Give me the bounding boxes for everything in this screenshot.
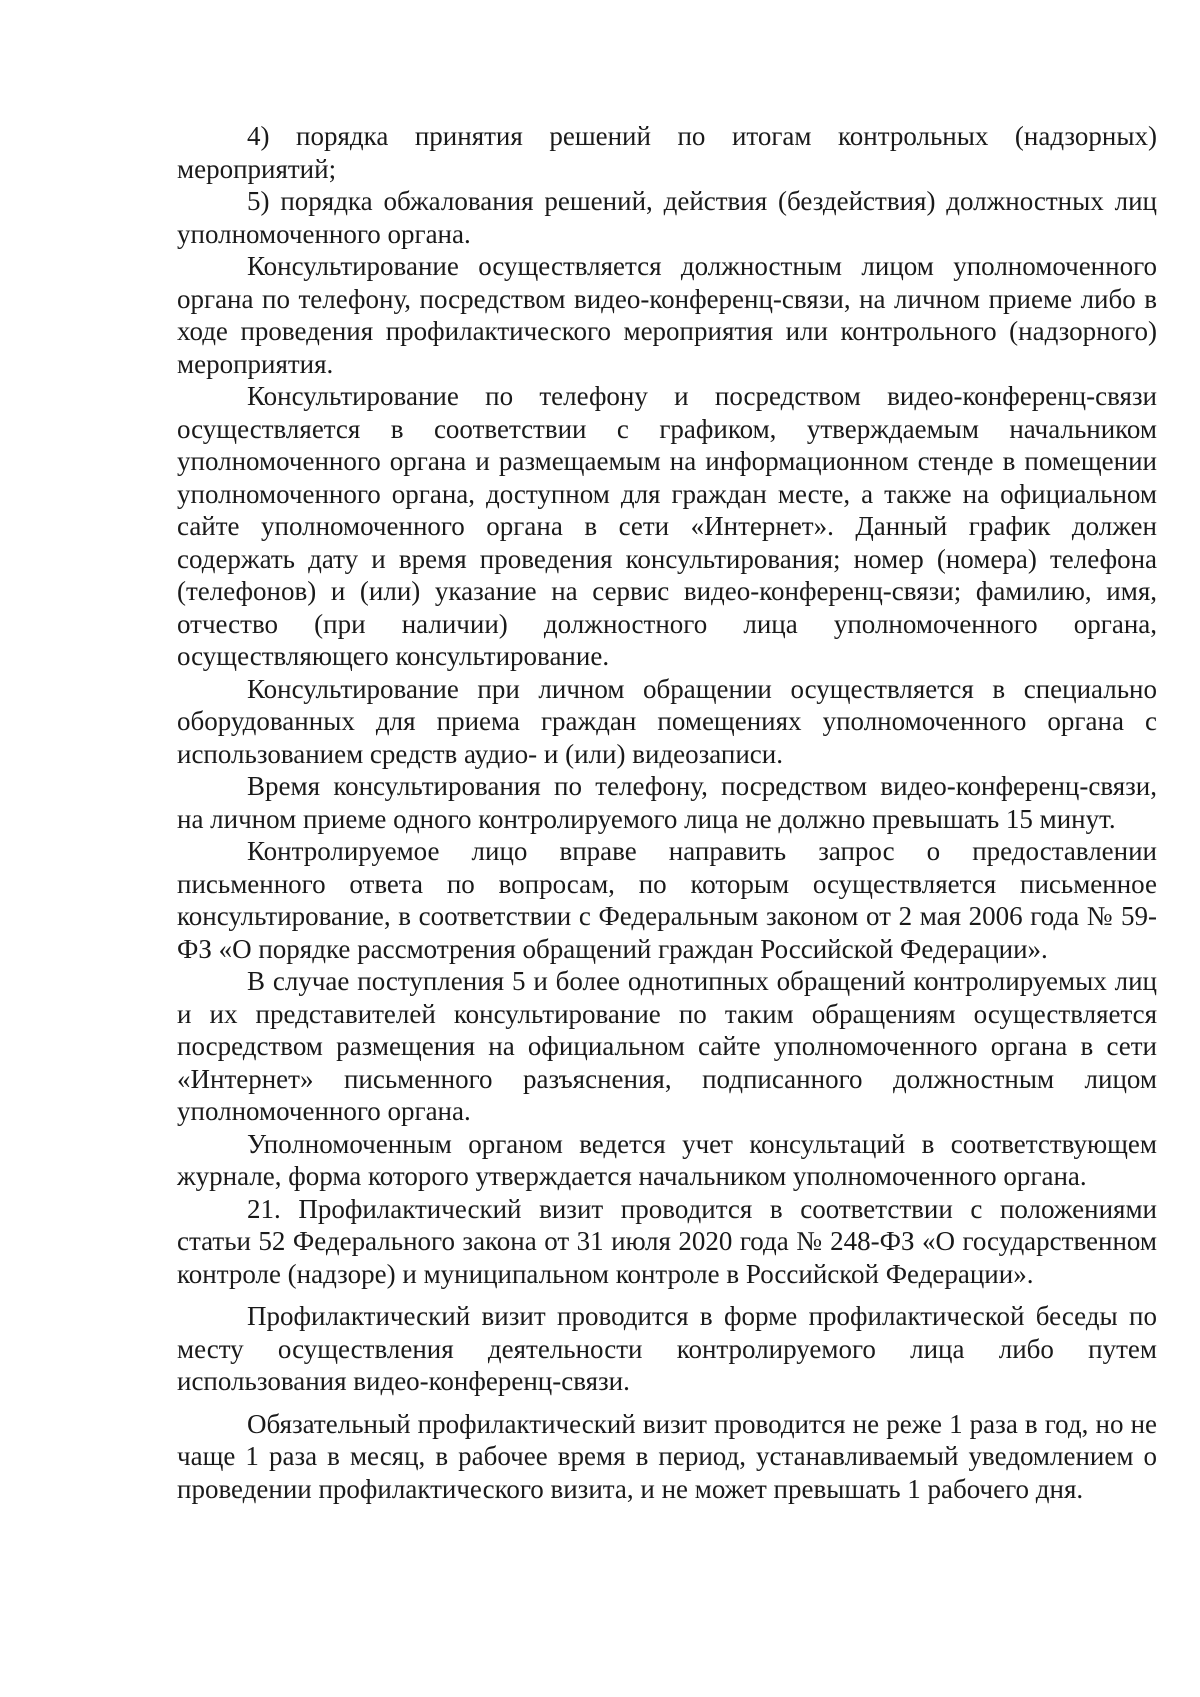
paragraph-written-request: Контролируемое лицо вправе направить запрос о предоставлении письменного ответа по вопросам, по которым осуществляется письменное консультирование, в соответствии с Федеральным законом от 2 мая 2006 года № 59-ФЗ «О порядке рассмотрения обращений граждан Российской Федерации». bbox=[177, 836, 1157, 964]
document-body bbox=[177, 120, 1157, 1505]
paragraph-similar-requests: В случае поступления 5 и более однотипных обращений контролируемых лиц и их представителей консультирование по таким обращениям осуществляется посредством размещения на официальном сайте уполномоченного органа в сети «Интернет» письменного разъяснения, подписанного должностным лицом уполномоченного органа. bbox=[177, 966, 1157, 1126]
paragraph-consultation-schedule: Консультирование по телефону и посредством видео-конференц-связи осуществляется в соответствии с графиком, утверждаемым начальником уполномоченного органа и размещаемым на информационном стенде в помещении уполномоченного органа, доступном для граждан месте, а также на официальном сайте уполномоченного органа в сети «Интернет». Данный график должен содержать дату и время проведения консультирования; номер (номера) телефона (телефонов) и (или) указание на сервис видео-конференц-связи; фамилию, имя, отчество (при наличии) должностного лица уполномоченного органа, осуществляющего консультирование. bbox=[177, 381, 1157, 671]
paragraph-item-4: 4) порядка принятия решений по итогам контрольных (надзорных) мероприятий; bbox=[177, 121, 1157, 184]
paragraph-section-21: 21. Профилактический визит проводится в соответствии с положениями статьи 52 Федерального закона от 31 июля 2020 года № 248-ФЗ «О государственном контроле (надзоре) и муниципальном контроле в Российской Федерации». bbox=[177, 1193, 1157, 1289]
paragraph-consultation-general: Консультирование осуществляется должностным лицом уполномоченного органа по телефону, посредством видео-конференц-связи, на личном приеме либо в ходе проведения профилактического мероприятия или контрольного (надзорного) мероприятия. bbox=[177, 251, 1157, 379]
paragraph-visit-form: Профилактический визит проводится в форме профилактической беседы по месту осуществления деятельности контролируемого лица либо путем использования видео-конференц-связи. bbox=[177, 1301, 1157, 1396]
paragraph-item-5: 5) порядка обжалования решений, действия (бездействия) должностных лиц уполномоченного органа. bbox=[177, 186, 1157, 249]
paragraph-consultation-journal: Уполномоченным органом ведется учет консультаций в соответствующем журнале, форма которого утверждается начальником уполномоченного органа. bbox=[177, 1128, 1157, 1191]
paragraph-consultation-time: Время консультирования по телефону, посредством видео-конференц-связи, на личном приеме одного контролируемого лица не должно превышать 15 минут. bbox=[177, 771, 1157, 834]
paragraph-consultation-in-person: Консультирование при личном обращении осуществляется в специально оборудованных для приема граждан помещениях уполномоченного органа с использованием средств аудио- и (или) видеозаписи. bbox=[177, 673, 1157, 769]
paragraph-mandatory-visit: Обязательный профилактический визит проводится не реже 1 раза в год, но не чаще 1 раза в месяц, в рабочее время в период, устанавливаемый уведомлением о проведении профилактического визита, и не может превышать 1 рабочего дня. bbox=[177, 1408, 1157, 1504]
